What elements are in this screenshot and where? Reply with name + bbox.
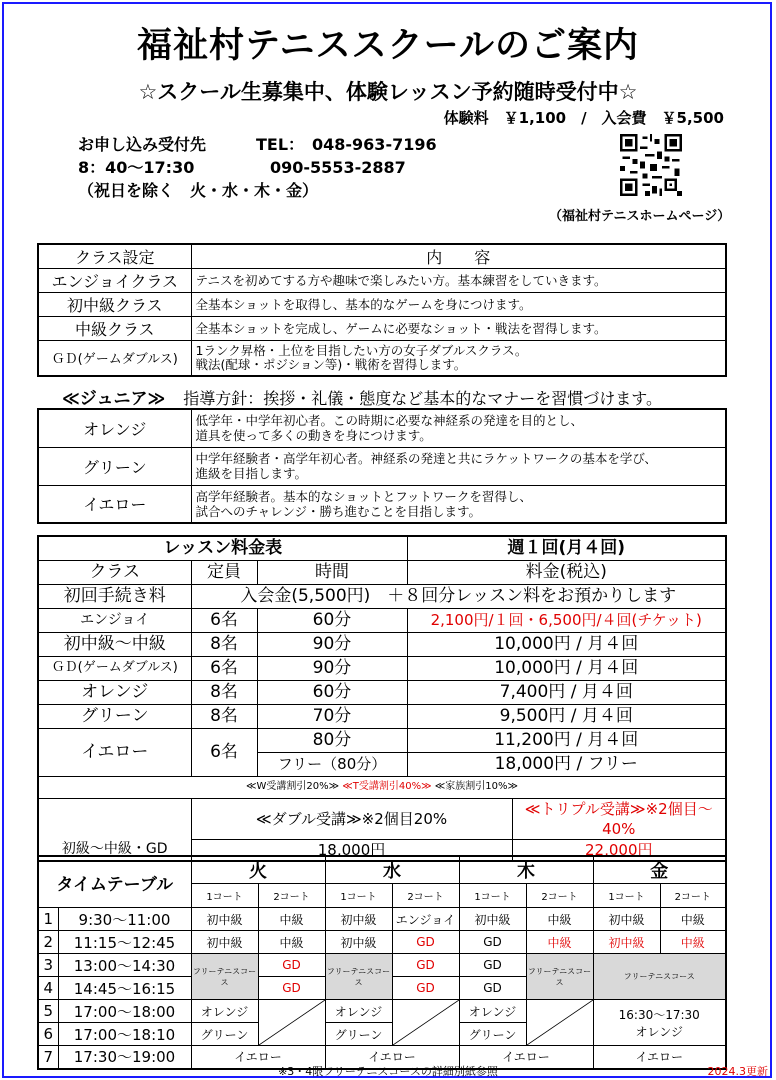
slot: 中級 [258, 908, 325, 931]
combo-name: 初級～中級・GD [38, 839, 191, 861]
homepage-caption: （福祉村テニスホームページ） [549, 209, 731, 224]
trial-fee-info: 体験料 ￥1,100 / 入会費 ￥5,500 [443, 109, 724, 127]
desc-line: 道具を使って多くの動きを身につけます。 [195, 428, 432, 444]
open-days: （祝日を除く 火・水・木・金） [78, 181, 319, 200]
fee-price: 11,200円 / 月４回 [407, 728, 726, 752]
fee-time: 80分 [257, 728, 407, 752]
desc-line: 中学年経験者・高学年初心者。神経系の発達と共にラケットワークの基本を学び、 [195, 451, 657, 466]
junior-class-name: イエロー [38, 485, 191, 523]
slot: GD [392, 954, 459, 977]
class-desc-line: 戦法(配球・ポジション等)・戦術を習得します。 [195, 356, 467, 372]
slot: 中級 [660, 908, 726, 931]
fee-time: 60分 [257, 608, 407, 632]
tel-primary[interactable]: 048-963-7196 [312, 135, 437, 154]
fee-price: 18,000円 / フリー [407, 752, 726, 776]
class-name: 中級クラス [38, 317, 191, 341]
court-1: 1コート [191, 884, 258, 908]
period-no: 4 [38, 977, 58, 1000]
court-2: 2コート [660, 884, 726, 908]
slot: オレンジ [325, 1000, 392, 1023]
slot: GD [258, 977, 325, 1000]
slot: オレンジ [191, 1000, 258, 1023]
class-name: エンジョイクラス [38, 269, 191, 293]
slot: グリーン [459, 1023, 526, 1046]
fee-time: 90分 [257, 632, 407, 656]
fee-table [37, 535, 727, 862]
page-title: 福祉村テニススクールのご案内 [137, 26, 639, 66]
combo-double-price: 18,000円 [191, 839, 512, 861]
slot: GD [258, 954, 325, 977]
fee-class: エンジョイ [38, 608, 191, 632]
discount-t: ≪T受講割引40%≫ [342, 781, 432, 792]
fri-orange: オレンジ [635, 1024, 683, 1039]
slot: 中級 [526, 931, 593, 954]
slot: 中級 [526, 908, 593, 931]
fee-table-title: レッスン料金表 [38, 536, 407, 560]
period-time: 13:00～14:30 [58, 954, 191, 977]
slot: 初中級 [325, 908, 392, 931]
free-course-slot: フリーテニスコース [191, 954, 258, 1000]
diag-slot [392, 1000, 459, 1046]
initial-label: 初回手続き料 [38, 584, 191, 608]
timetable-title: タイムテーブル [38, 856, 191, 908]
discount-row [38, 776, 726, 798]
slot: オレンジ [459, 1000, 526, 1023]
junior-heading [62, 384, 662, 409]
slot: 初中級 [191, 908, 258, 931]
free-course-slot: フリーテニスコース [325, 954, 392, 1000]
period-time: 11:15～12:45 [58, 931, 191, 954]
fee-cap: 6名 [191, 656, 257, 680]
period-time: 17:00～18:10 [58, 1023, 191, 1046]
class-name: ＧＤ(ゲームダブルス) [38, 341, 191, 376]
slot: GD [392, 977, 459, 1000]
slot: イエロー [459, 1046, 593, 1069]
junior-class-name: オレンジ [38, 409, 191, 447]
tel-secondary[interactable]: 090-5553-2887 [270, 158, 406, 177]
col-capacity: 定員 [191, 560, 257, 584]
free-course-slot: フリーテニスコース [593, 954, 726, 1000]
period-time: 14:45～16:15 [58, 977, 191, 1000]
fee-price: 9,500円 / 月４回 [407, 704, 726, 728]
court-2: 2コート [392, 884, 459, 908]
junior-title: ≪ジュニア≫ [62, 389, 166, 409]
col-class: クラス [38, 560, 191, 584]
period-no: 2 [38, 931, 58, 954]
fee-price: 10,000円 / 月４回 [407, 656, 726, 680]
fee-cap: 6名 [191, 728, 257, 776]
court-2: 2コート [258, 884, 325, 908]
fee-class: イエロー [38, 728, 191, 776]
col-price: 料金(税込) [407, 560, 726, 584]
slot: 中級 [660, 931, 726, 954]
fee-time: 60分 [257, 680, 407, 704]
discount-family: ≪家族割引10%≫ [434, 781, 518, 792]
junior-class-desc [191, 485, 726, 523]
fee-cap: 8名 [191, 704, 257, 728]
slot: エンジョイ [392, 908, 459, 931]
tel-label: TEL： [256, 135, 305, 154]
page-subtitle: ☆スクール生募集中、体験レッスン予約随時受付中☆ [138, 80, 638, 104]
double-label: ≪ダブル受講≫※2個目20% [191, 798, 512, 839]
combo-blank [38, 798, 191, 839]
fee-cap: 6名 [191, 608, 257, 632]
free-course-slot: フリーテニスコース [526, 954, 593, 1000]
period-time: 17:00～18:00 [58, 1000, 191, 1023]
triple-label: ≪トリプル受講≫※2個目～40% [512, 798, 726, 839]
update-date: 2024.3更新 [707, 1065, 768, 1078]
fee-cap: 8名 [191, 632, 257, 656]
class-name: 初中級クラス [38, 293, 191, 317]
diagonal-line-icon [393, 1000, 459, 1045]
content-header: 内 容 [191, 244, 726, 269]
class-desc [191, 341, 726, 376]
fee-class: グリーン [38, 704, 191, 728]
class-desc: 全基本ショットを取得し、基本的なゲームを身につけます。 [191, 293, 726, 317]
combo-triple-price: 22,000円 [512, 839, 726, 861]
timetable [37, 855, 727, 1070]
fee-time: フリー（80分） [257, 752, 407, 776]
junior-policy: 指導方針：挨拶・礼儀・態度など基本的なマナーを習慣づけます。 [183, 389, 662, 408]
court-2: 2コート [526, 884, 593, 908]
col-time: 時間 [257, 560, 407, 584]
footer-note: ※3・4限フリーテニスコースの詳細別紙参照 [278, 1065, 498, 1078]
court-1: 1コート [459, 884, 526, 908]
fri-evening-slot [593, 1000, 726, 1046]
slot: 初中級 [593, 931, 660, 954]
fee-price: 7,400円 / 月４回 [407, 680, 726, 704]
period-time: 17:30～19:00 [58, 1046, 191, 1069]
desc-line: 進級を目指します。 [195, 466, 308, 481]
fee-cap: 8名 [191, 680, 257, 704]
diag-slot [526, 1000, 593, 1046]
fri-time: 16:30～17:30 [618, 1007, 700, 1022]
diagonal-line-icon [259, 1000, 325, 1045]
desc-line: 高学年経験者。基本的なショットとフットワークを習得し、 [195, 488, 532, 504]
slot: 初中級 [325, 931, 392, 954]
slot: GD [459, 954, 526, 977]
period-no: 6 [38, 1023, 58, 1046]
slot: 初中級 [191, 931, 258, 954]
court-1: 1コート [325, 884, 392, 908]
desc-line: 低学年・中学年初心者。この時期に必要な神経系の発達を目的とし、 [195, 413, 584, 429]
slot: GD [392, 931, 459, 954]
slot: イエロー [593, 1046, 726, 1069]
fee-time: 70分 [257, 704, 407, 728]
diagonal-line-icon [527, 1000, 593, 1045]
fee-class: ＧＤ(ゲームダブルス) [38, 656, 191, 680]
slot: 中級 [258, 931, 325, 954]
class-desc: テニスを初めてする方や趣味で楽しみたい方。基本練習をしていきます。 [191, 269, 726, 293]
slot: GD [459, 931, 526, 954]
slot: 初中級 [459, 908, 526, 931]
junior-class-desc [191, 409, 726, 447]
junior-class-name: グリーン [38, 447, 191, 485]
day-wed: 水 [325, 856, 459, 884]
slot: グリーン [191, 1023, 258, 1046]
period-no: 3 [38, 954, 58, 977]
discount-w: ≪W受講割引20%≫ [246, 781, 340, 792]
court-1: 1コート [593, 884, 660, 908]
junior-class-desc [191, 447, 726, 485]
contact-info [78, 133, 437, 202]
qr-code-icon[interactable] [620, 134, 682, 196]
fee-class: 初中級～中級 [38, 632, 191, 656]
period-no: 7 [38, 1046, 58, 1069]
hours: 8：40～17:30 [78, 158, 195, 177]
slot: グリーン [325, 1023, 392, 1046]
class-table [37, 243, 727, 377]
day-tue: 火 [191, 856, 325, 884]
slot: イエロー [191, 1046, 325, 1069]
weekly-label: 週１回(月４回) [407, 536, 726, 560]
contact-label: お申し込み受付先 [78, 135, 207, 154]
period-no: 5 [38, 1000, 58, 1023]
day-fri: 金 [593, 856, 726, 884]
day-thu: 木 [459, 856, 593, 884]
class-desc: 全基本ショットを完成し、ゲームに必要なショット・戦法を習得します。 [191, 317, 726, 341]
fee-price: 2,100円/１回・6,500円/４回(チケット) [407, 608, 726, 632]
fee-time: 90分 [257, 656, 407, 680]
class-header: クラス設定 [38, 244, 191, 269]
junior-table [37, 408, 727, 524]
slot: GD [459, 977, 526, 1000]
period-time: 9:30～11:00 [58, 908, 191, 931]
fee-class: オレンジ [38, 680, 191, 704]
diag-slot [258, 1000, 325, 1046]
fee-price: 10,000円 / 月４回 [407, 632, 726, 656]
slot: 初中級 [593, 908, 660, 931]
period-no: 1 [38, 908, 58, 931]
class-desc-line: 1ランク昇格・上位を目指したい方の女子ダブルスクラス。 [195, 342, 528, 358]
initial-text: 入会金(5,500円) ＋８回分レッスン料をお預かりします [191, 584, 726, 608]
desc-line: 試合へのチャレンジ・勝ち進むことを目指します。 [195, 503, 482, 519]
slot: イエロー [325, 1046, 459, 1069]
